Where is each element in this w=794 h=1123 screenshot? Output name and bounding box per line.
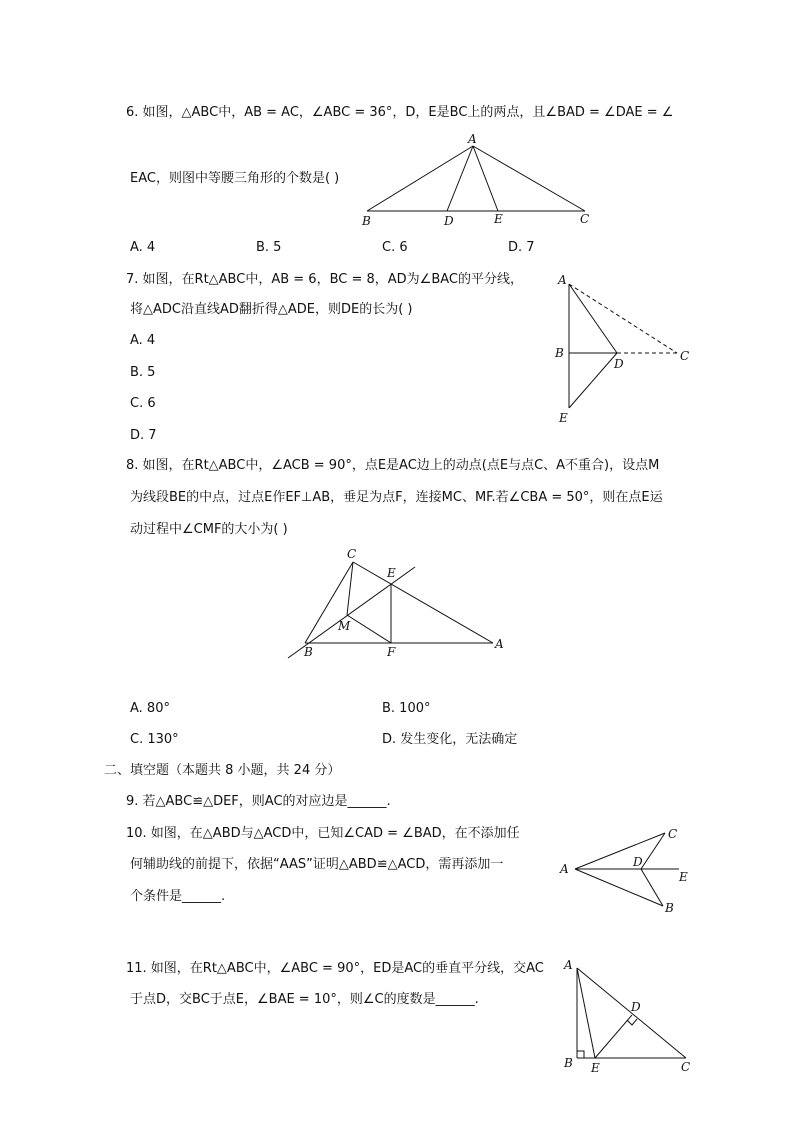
q7-stem-line1: 7. 如图，在Rt△ABC中，AB = 6，BC = 8，AD为∠BAC的平分线， [126, 272, 523, 287]
q7-seg-AD [569, 284, 617, 353]
q7-label-C: C [680, 349, 690, 363]
q8-label-E: E [387, 566, 396, 580]
q10-label-A: A [560, 862, 569, 876]
section-title-fill-in: 二、填空题（本题共 8 小题，共 24 分） [104, 763, 341, 778]
q10-stem-line2: 何辅助线的前提下，依据“AAS”证明△ABD≌△ACD，需再添加一 [130, 857, 504, 872]
q7-figure [550, 270, 695, 430]
q10-figure [555, 822, 700, 917]
q11-label-A: A [564, 958, 573, 972]
q8-option-d[interactable]: D. 发生变化，无法确定 [382, 732, 518, 747]
q8-option-c[interactable]: C. 130° [130, 732, 179, 747]
q8-seg-MF [347, 615, 391, 643]
q11-right-angle-D [627, 1019, 637, 1025]
q8-stem-line1: 8. 如图，在Rt△ABC中，∠ACB = 90°，点E是AC边上的动点(点E与点C、A不重合)，设点M [126, 458, 660, 473]
q8-label-M: M [338, 619, 351, 633]
q6-label-B: B [362, 214, 371, 228]
q6-option-a[interactable]: A. 4 [130, 240, 156, 255]
q6-seg-AC [473, 146, 585, 211]
q10-label-C: C [668, 827, 678, 841]
q7-option-a[interactable]: A. 4 [130, 333, 156, 348]
q7-label-E: E [559, 411, 568, 425]
q6-label-E: E [494, 212, 503, 226]
q8-label-C: C [347, 547, 357, 561]
q10-seg-AC [575, 833, 665, 869]
q7-option-c[interactable]: C. 6 [130, 396, 156, 411]
q7-option-b[interactable]: B. 5 [130, 365, 156, 380]
q10-seg-BD [641, 869, 663, 906]
q11-stem-line1: 11. 如图，在Rt△ABC中，∠ABC = 90°，ED是AC的垂直平分线，交AC [126, 961, 544, 976]
q9-stem: 9. 若△ABC≌△DEF，则AC的对应边是______. [126, 794, 391, 809]
q11-figure [555, 955, 700, 1080]
q8-stem-line3: 动过程中∠CMF的大小为( ) [130, 522, 288, 537]
q11-stem-line2: 于点D，交BC于点E，∠BAE = 10°，则∠C的度数是______. [130, 992, 479, 1007]
q10-label-D: D [633, 855, 643, 869]
q8-option-b[interactable]: B. 100° [382, 701, 431, 716]
q6-figure [355, 130, 595, 230]
q11-right-angle-B [577, 1051, 584, 1058]
q11-seg-ED [595, 1015, 632, 1058]
q6-option-c[interactable]: C. 6 [382, 240, 408, 255]
q7-seg-ED [569, 353, 617, 408]
q8-label-A: A [495, 637, 504, 651]
q6-seg-AE [473, 146, 498, 211]
q6-option-d[interactable]: D. 7 [508, 240, 535, 255]
q6-seg-AB [367, 146, 473, 211]
q6-label-A: A [468, 132, 477, 146]
q10-seg-CD [641, 833, 665, 869]
q8-stem-line2: 为线段BE的中点，过点E作EF⊥AB，垂足为点F，连接MC、MF.若∠CBA = 50°，则在点E运 [130, 490, 663, 505]
q7-label-A: A [558, 273, 567, 287]
q8-figure [280, 540, 510, 665]
q10-seg-AB [575, 869, 663, 906]
q11-label-B: B [564, 1056, 573, 1070]
q6-seg-AD [447, 146, 473, 211]
q7-option-d[interactable]: D. 7 [130, 428, 157, 443]
q10-label-B: B [665, 901, 674, 915]
q6-label-D: D [444, 214, 454, 228]
q7-label-D: D [614, 357, 624, 371]
q6-option-b[interactable]: B. 5 [256, 240, 282, 255]
q10-stem-line1: 10. 如图，在△ABD与△ACD中，已知∠CAD = ∠BAD，在不添加任 [126, 826, 520, 841]
q8-option-a[interactable]: A. 80° [130, 701, 170, 716]
q10-label-E: E [679, 870, 688, 884]
q11-label-E: E [591, 1061, 600, 1075]
q6-stem-line2: EAC，则图中等腰三角形的个数是( ) [130, 171, 340, 186]
q7-seg-AC-dashed [569, 284, 677, 353]
q11-label-D: D [631, 1000, 641, 1014]
q6-label-C: C [580, 212, 590, 226]
q7-stem-line2: 将△ADC沿直线AD翻折得△ADE，则DE的长为( ) [130, 302, 413, 317]
q7-label-B: B [555, 346, 564, 360]
q6-stem-line1: 6. 如图，△ABC中，AB = AC，∠ABC = 36°，D，E是BC上的两点，且∠BAD = ∠DAE = ∠ [126, 105, 674, 120]
q8-label-F: F [387, 645, 396, 659]
q10-stem-line3: 个条件是______. [130, 889, 226, 904]
q11-seg-AE [577, 968, 595, 1058]
q11-label-C: C [681, 1060, 691, 1074]
q8-label-B: B [304, 645, 313, 659]
q8-seg-CA [353, 562, 493, 643]
